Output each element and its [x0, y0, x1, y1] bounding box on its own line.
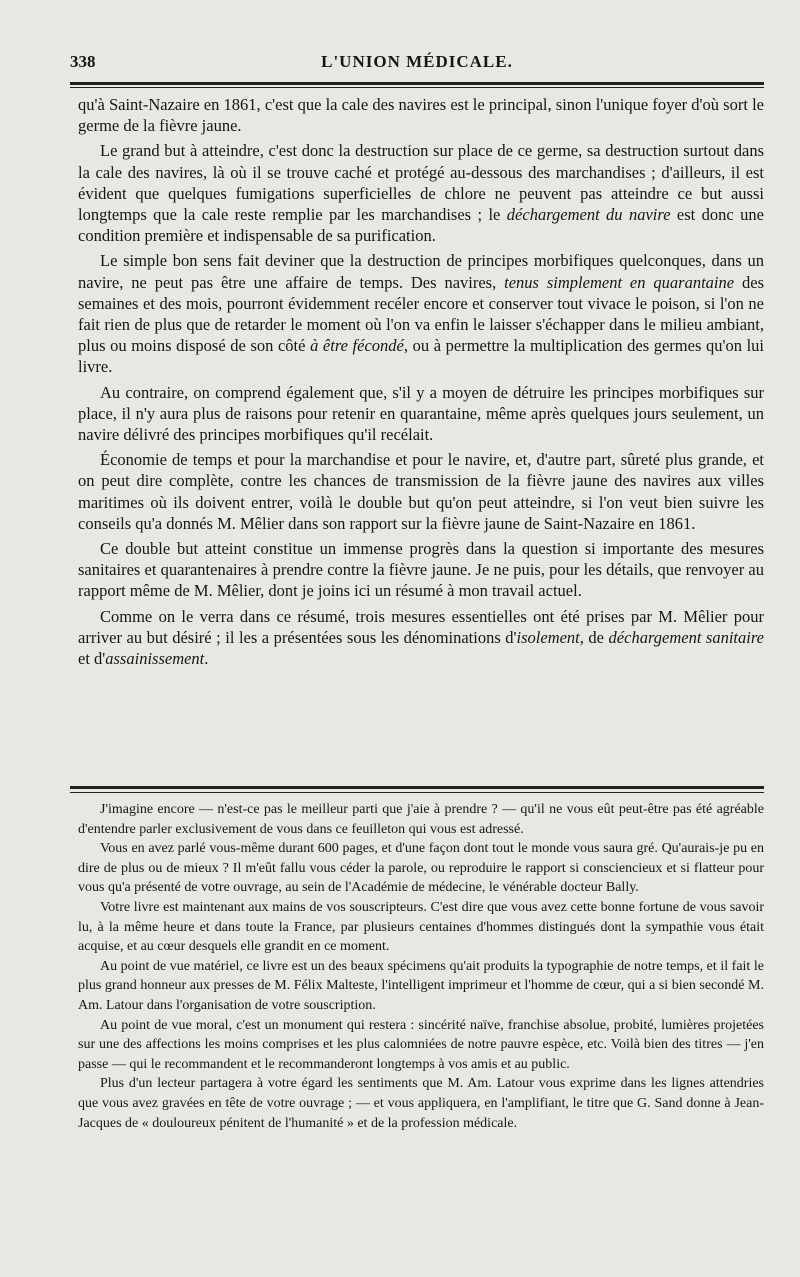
article-paragraph: Ce double but atteint constitue un immense progrès dans la question si importante des mesures sanitaires et quarantenaires à prendre contre la fièvre jaune. Je ne puis, pour les détails, que renvoyer au rapport même de M. Mêlier, dont je joins ici un résumé à mon travail actuel. [78, 539, 764, 601]
running-title: L'UNION MÉDICALE. [321, 52, 513, 71]
feuilleton-rule [70, 786, 764, 789]
page-number: 338 [70, 52, 96, 71]
feuilleton-body [78, 800, 764, 1133]
article-paragraph: Le simple bon sens fait deviner que la destruction de principes morbifiques quelconques, dans un navire, ne peut pas être une affaire de temps. Des navires, tenus simplement en quarantaine des semaines et des mois, pourront évidemment recéler encore et conserver tout vivace le poison, si l'on ne fait rien de plus que de retarder le moment où l'on va enfin le laisser s'échapper dans le milieu ambiant, plus ou moins disposé de son côté à être fécondé, ou à permettre la multiplication des germes qu'on lui livre. [78, 251, 764, 377]
feuilleton-paragraph: Votre livre est maintenant aux mains de vos souscripteurs. C'est dire que vous avez cette bonne fortune de vous savoir lu, à la même heure et dans toute la France, par plusieurs centaines d'hommes distingués dont la sympathie vous était acquise, et au cœur desquels elle grandit en ce moment. [78, 899, 764, 955]
feuilleton-paragraph: Plus d'un lecteur partagera à votre égard les sentiments que M. Am. Latour vous exprime dans les lignes attendries que vous avez gravées en tête de votre ouvrage ; — et vous appliquera, en l'amplifiant, le titre que G. Sand donne à Jean-Jacques de « douloureux pénitent de l'humanité » et de la profession médicale. [78, 1076, 764, 1131]
article-paragraph: Au contraire, on comprend également que, s'il y a moyen de détruire les principes morbifiques sur place, il n'y aura plus de raisons pour retenir en quarantaine, même après quelques jours seulement, un navire délivré des principes morbifiques qu'il recélait. [78, 382, 764, 445]
feuilleton-paragraph: Vous en avez parlé vous-même durant 600 pages, et d'une façon dont tout le monde vous saura gré. Qu'aurais-je pu en dire de plus ou de mieux ? Il m'eût fallu vous céder la parole, ou reproduire le rapport si consciencieux et si flatteur pour vous qu'a présenté de votre ouvrage, au sein de l'Académie de médecine, le vénérable docteur Bally. [78, 841, 764, 896]
feuilleton-rule-thin [70, 792, 764, 793]
feuilleton-paragraph: J'imagine encore — n'est-ce pas le meilleur parti que j'aie à prendre ? — qu'il ne vous eût peut-être pas été agréable d'entendre parler exclusivement de vous dans ce feuilleton qui vous est adressé. [78, 802, 764, 837]
article-paragraph: qu'à Saint-Nazaire en 1861, c'est que la cale des navires est le principal, sinon l'unique foyer d'où sort le germe de la fièvre jaune. [78, 95, 764, 136]
article-paragraph: Économie de temps et pour la marchandise et pour le navire, et, d'autre part, sûreté plus grande, et on peut dire complète, contre les chances de transmission de la fièvre jaune des navires aux villes maritimes où ils doivent entrer, voilà le double but qu'on peut atteindre, si l'on veut bien suivre les conseils qu'a donnés M. Mêlier dans son rapport sur la fièvre jaune de Saint-Nazaire en 1861. [78, 450, 764, 533]
header-rule [70, 82, 764, 85]
header-rule-thin [70, 87, 764, 88]
article-paragraph: Le grand but à atteindre, c'est donc la destruction sur place de ce germe, sa destruction surtout dans la cale des navires, là où il se trouve caché et protégé au-dessous des marchandises ; d'ailleurs, il est évident que quelques fumigations superficielles de chlore ne peuvent pas atteindre ce but aussi longtemps que la cale reste remplie par les marchandises ; le déchargement du navire est donc une condition première et indispensable de sa purification. [78, 141, 764, 246]
article-body [78, 94, 764, 673]
feuilleton-paragraph: Au point de vue moral, c'est un monument qui restera : sincérité naïve, franchise absolue, probité, lumières projetées sur une des affections les moins comprises et les plus calomniées de notre pauvre espèce, etc. Voilà bien des titres — j'en passe — qui le recommandent et le recommanderont longtemps à vos amis et au public. [78, 1017, 764, 1072]
feuilleton-paragraph: Au point de vue matériel, ce livre est un des beaux spécimens qu'ait produits la typographie de notre temps, et il fait le plus grand honneur aux presses de M. Félix Malteste, l'intelligent imprimeur et l'homme de cœur, qui a si bien secondé M. Am. Latour dans l'organisation de votre souscription. [78, 958, 764, 1013]
page-header [70, 50, 764, 76]
article-paragraph: Comme on le verra dans ce résumé, trois mesures essentielles ont été prises par M. Mêlier pour arriver au but désiré ; il les a présentées sous les dénominations d'isolement, de déchargement sanitaire et d'assainissement. [78, 606, 764, 669]
